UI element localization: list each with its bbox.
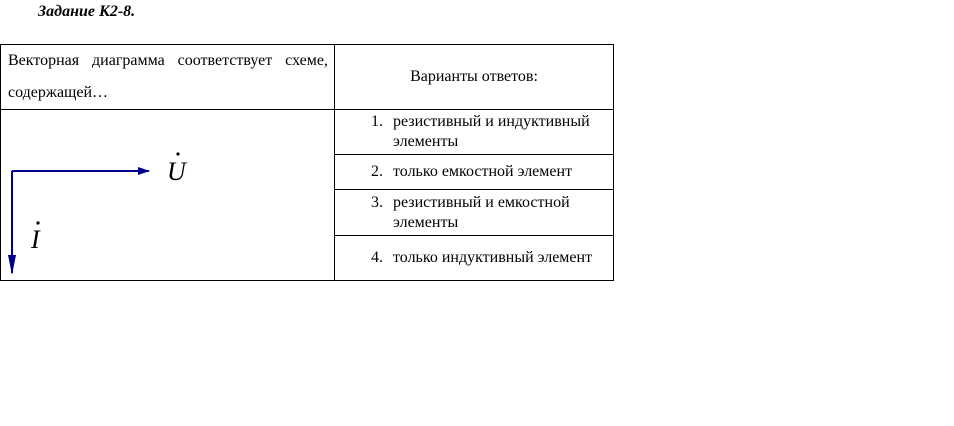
option-text: резистивный и индуктивный элементы	[393, 113, 590, 151]
current-dot-marker	[36, 221, 39, 224]
voltage-dot-marker	[176, 152, 179, 155]
option-text: резистивный и емкостной элементы	[393, 193, 570, 231]
task-title: Задание К2-8.	[38, 3, 136, 20]
vector-diagram	[1, 110, 321, 280]
current-label: I	[31, 225, 40, 254]
question-text: Векторная диаграмма соответствует схеме, содержащей…	[8, 52, 328, 101]
answer-option-4[interactable]	[335, 235, 614, 280]
answer-option-2[interactable]	[335, 155, 614, 190]
header-row	[1, 45, 614, 110]
current-vector-arrowhead	[8, 255, 16, 275]
voltage-label: U	[167, 157, 186, 186]
answers-header-cell	[335, 45, 614, 110]
answer-option-1[interactable]	[335, 110, 614, 155]
vector-diagram-cell	[1, 110, 335, 281]
option-number: 1.	[371, 113, 383, 131]
answers-header: Варианты ответов:	[410, 68, 538, 85]
option-number: 2.	[371, 163, 383, 181]
option-text: только индуктивный элемент	[393, 248, 593, 266]
option-text: только емкостной элемент	[393, 163, 573, 181]
task-table	[0, 44, 614, 281]
option-number: 4.	[371, 248, 383, 266]
answer-option-3[interactable]	[335, 190, 614, 235]
option-row-1	[1, 110, 614, 155]
question-cell	[1, 45, 335, 110]
option-number: 3.	[371, 193, 383, 211]
